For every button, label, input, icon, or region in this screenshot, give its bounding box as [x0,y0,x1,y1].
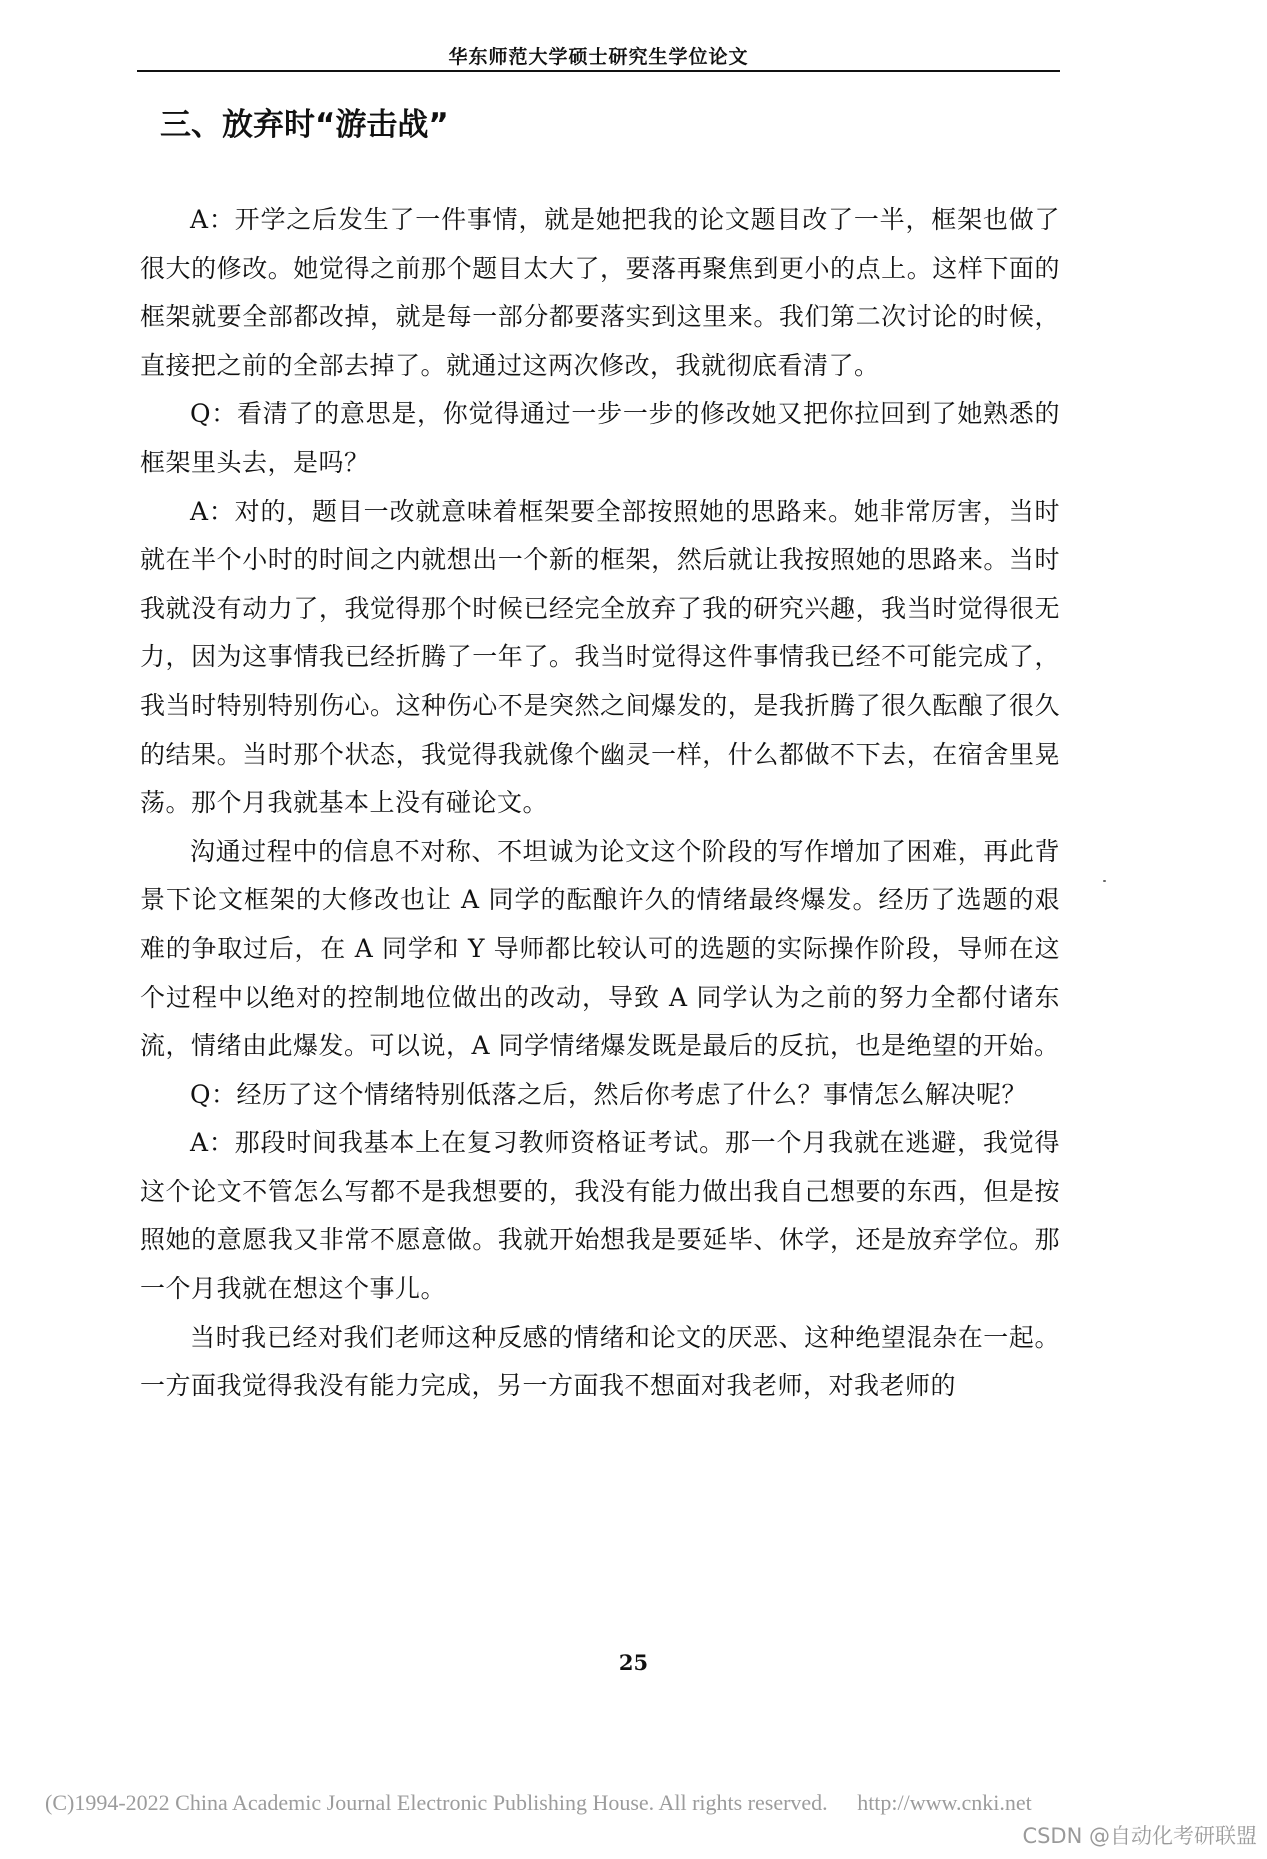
section-title: 三、放弃时“游击战” [160,107,449,143]
paragraph-answer-3: A：那段时间我基本上在复习教师资格证考试。那一个月我就在逃避，我觉得这个论文不管怎么写都不是我想要的，我没有能力做出我自己想要的东西，但是按照她的意愿我又非常不愿意做。我就开始想我是要延毕、休学，还是放弃学位。那一个月我就在想这个事儿。 [140,1128,1060,1304]
scan-speck [1103,880,1106,882]
copyright-text: (C)1994-2022 China Academic Journal Electronic Publishing House. All rights reserved. [45,1790,828,1815]
cnki-url: http://www.cnki.net [857,1790,1032,1815]
paragraph-answer-2: A：对的，题目一改就意味着框架要全部按照她的思路来。她非常厉害，当时就在半个小时的时间之内就想出一个新的框架，然后就让我按照她的思路来。当时我就没有动力了，我觉得那个时候已经完全放弃了我的研究兴趣，我当时觉得很无力，因为这事情我已经折腾了一年了。我当时觉得这件事情我已经不可能完成了，我当时特别特别伤心。这种伤心不是突然之间爆发的，是我折腾了很久酝酿了很久的结果。当时那个状态，我觉得我就像个幽灵一样，什么都做不下去，在宿舍里晃荡。那个月我就基本上没有碰论文。 [140,496,1060,818]
header-rule [137,70,1060,72]
paragraph-question-2: Q：经历了这个情绪特别低落之后，然后你考虑了什么？事情怎么解决呢？ [190,1079,1027,1109]
copyright-footer [45,1790,1032,1816]
csdn-watermark: CSDN @自动化考研联盟 [1022,1824,1257,1848]
paragraph-answer-1: A：开学之后发生了一件事情，就是她把我的论文题目改了一半，框架也做了很大的修改。她觉得之前那个题目太大了，要落再聚焦到更小的点上。这样下面的框架就要全部都改掉，就是每一部分都要落实到这里来。我们第二次讨论的时候，直接把之前的全部去掉了。就通过这两次修改，我就彻底看清了。 [140,205,1060,380]
paragraph-question-1: Q：看清了的意思是，你觉得通过一步一步的修改她又把你拉回到了她熟悉的框架里头去，是吗？ [140,399,1060,477]
body-text [140,196,1060,1411]
page-number: 25 [618,1650,649,1675]
running-header: 华东师范大学硕士研究生学位论文 [448,46,749,68]
paragraph-continued: 当时我已经对我们老师这种反感的情绪和论文的厌恶、这种绝望混杂在一起。一方面我觉得我没有能力完成，另一方面我不想面对我老师，对我老师的 [140,1322,1060,1401]
paragraph-analysis: 沟通过程中的信息不对称、不坦诚为论文这个阶段的写作增加了困难，再此背景下论文框架的大修改也让 A 同学的酝酿许久的情绪最终爆发。经历了选题的艰难的争取过后，在 A 同学和 Y 导师都比较认可的选题的实际操作阶段，导师在这个过程中以绝对的控制地位做出的改动，导致 A 同学认为之前的努力全都付诸东流，情绪由此爆发。可以说，A 同学情绪爆发既是最后的反抗，也是绝望的开始。 [140,836,1060,1061]
